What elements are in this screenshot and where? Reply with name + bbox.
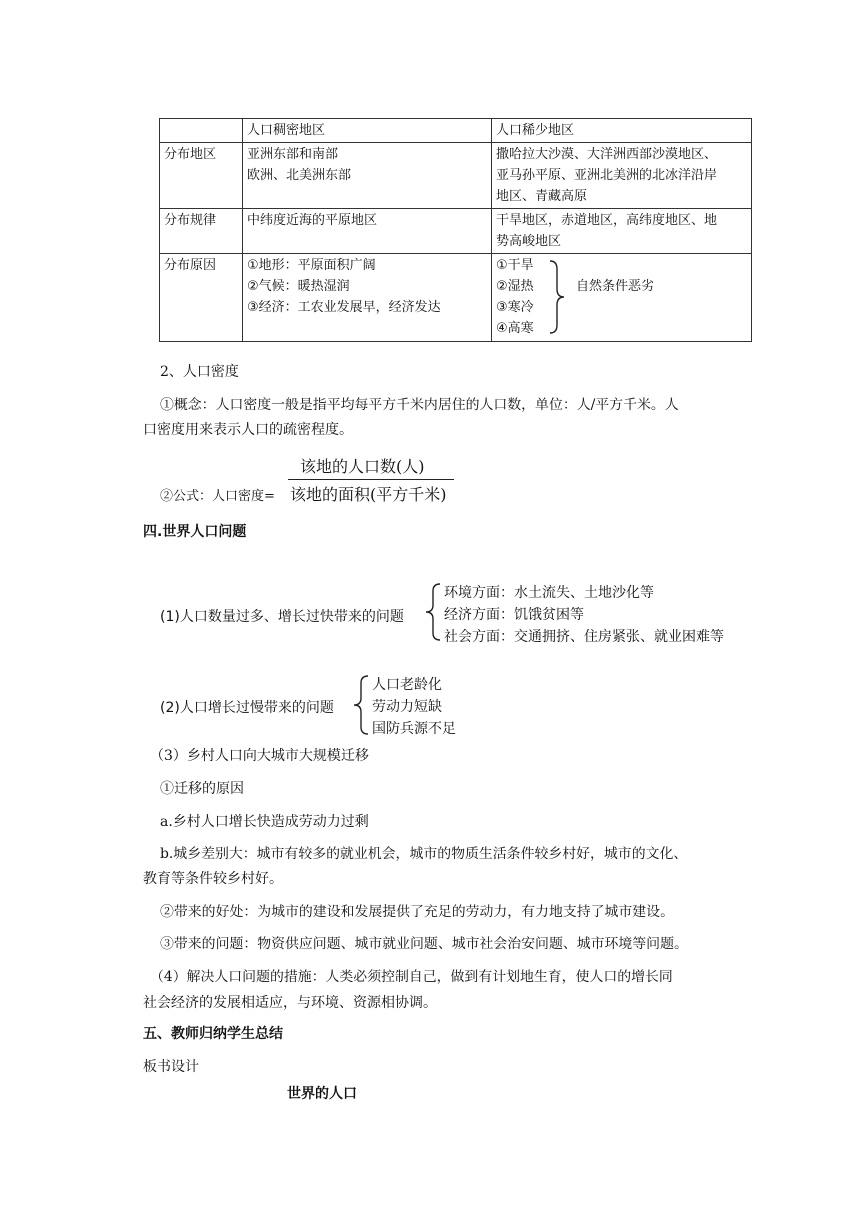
cell-line: ③经济：工农业发展早，经济发达 <box>247 300 441 315</box>
brace-summary: 自然条件恶劣 <box>576 279 655 294</box>
formula-numerator: 该地的人口数(人) <box>300 457 425 476</box>
density-concept-line1: ①概念：人口密度一般是指平均每平方千米内居住的人口数，单位：人/平方千米。人 <box>160 397 679 413</box>
table-header-cell <box>160 119 243 143</box>
population-distribution-table <box>159 118 752 342</box>
formula-label: ②公式：人口密度= <box>160 489 275 504</box>
fraction-bar <box>288 479 454 480</box>
left-brace-icon <box>352 674 370 736</box>
table-row <box>160 209 752 254</box>
problem2-item: 国防兵源不足 <box>372 721 456 737</box>
migration-benefit: ②带来的好处：为城市的建设和发展提供了充足的劳动力，有力地支持了城市建设。 <box>160 904 674 920</box>
table-row <box>160 254 752 342</box>
problem2-item: 人口老龄化 <box>372 677 442 693</box>
table-header-cell: 人口稠密地区 <box>243 119 492 143</box>
migration-reason-a: a.乡村人口增长快造成劳动力过剩 <box>160 814 369 830</box>
row-label: 分布规律 <box>160 209 243 254</box>
cell-line: 势高峻地区 <box>496 234 562 249</box>
migration-heading: （3）乡村人口向大城市大规模迁移 <box>150 748 369 764</box>
density-heading: 2、人口密度 <box>160 364 239 380</box>
problem1-label: (1)人口数量过多、增长过快带来的问题 <box>160 609 404 625</box>
problem2-item: 劳动力短缺 <box>372 699 442 715</box>
board-title: 世界的人口 <box>287 1086 357 1102</box>
cell-line: 撒哈拉大沙漠、大洋洲西部沙漠地区、 <box>496 147 718 162</box>
cell-line: 中纬度近海的平原地区 <box>247 213 378 228</box>
cell-line: 欧洲、北美洲东部 <box>247 168 352 183</box>
cell-line: 地区、青藏高原 <box>496 189 588 204</box>
problem1-item: 社会方面：交通拥挤、住房紧张、就业困难等 <box>444 629 724 645</box>
row-label: 分布原因 <box>160 254 243 342</box>
table-header-cell: 人口稀少地区 <box>492 119 752 143</box>
cell-line: 干旱地区，赤道地区，高纬度地区、地 <box>496 213 718 228</box>
problem1-item: 环境方面：水土流失、土地沙化等 <box>444 585 654 601</box>
cell-line: ②气候：暖热湿润 <box>247 279 350 294</box>
formula-denominator: 该地的面积(平方千米) <box>290 485 447 504</box>
cell-line: ④高寒 <box>496 321 534 336</box>
cell-line: ①地形：平原面积广阔 <box>247 258 376 273</box>
left-brace-icon <box>424 582 442 642</box>
migration-reason-b-line2: 教育等条件较乡村好。 <box>143 871 283 887</box>
migration-reason-heading: ①迁移的原因 <box>160 781 244 797</box>
table-header-row <box>160 119 752 143</box>
right-brace-icon <box>548 259 566 335</box>
sparse-cell <box>492 254 752 342</box>
cell-line: 亚洲东部和南部 <box>247 147 339 162</box>
sparse-cell <box>492 143 752 209</box>
cell-line: ①干旱 <box>496 258 534 273</box>
row-label: 分布地区 <box>160 143 243 209</box>
measures-line2: 社会经济的发展相适应，与环境、资源相协调。 <box>143 995 437 1011</box>
sparse-cell <box>492 209 752 254</box>
measures-line1: （4）解决人口问题的措施：人类必须控制自己，做到有计划地生育，使人口的增长同 <box>150 969 673 985</box>
table-row <box>160 143 752 209</box>
migration-problems: ③带来的问题：物资供应问题、城市就业问题、城市社会治安问题、城市环境等问题。 <box>160 936 688 952</box>
migration-reason-b-line1: b.城乡差别大：城市有较多的就业机会，城市的物质生活条件较乡村好，城市的文化、 <box>160 846 688 862</box>
density-concept-line2: 口密度用来表示人口的疏密程度。 <box>143 422 353 438</box>
dense-cell <box>243 209 492 254</box>
problem1-item: 经济方面：饥饿贫困等 <box>444 607 584 623</box>
cell-line: 亚马孙平原、亚洲北美洲的北冰洋沿岸 <box>496 168 718 183</box>
dense-cell <box>243 254 492 342</box>
problem2-label: (2)人口增长过慢带来的问题 <box>160 700 334 716</box>
dense-cell <box>243 143 492 209</box>
board-design-label: 板书设计 <box>143 1059 199 1075</box>
section-title: 五、教师归纳学生总结 <box>143 1026 283 1042</box>
cell-line: ③寒冷 <box>496 300 534 315</box>
section-title: 四.世界人口问题 <box>143 524 247 540</box>
cell-line: ②湿热 <box>496 279 534 294</box>
